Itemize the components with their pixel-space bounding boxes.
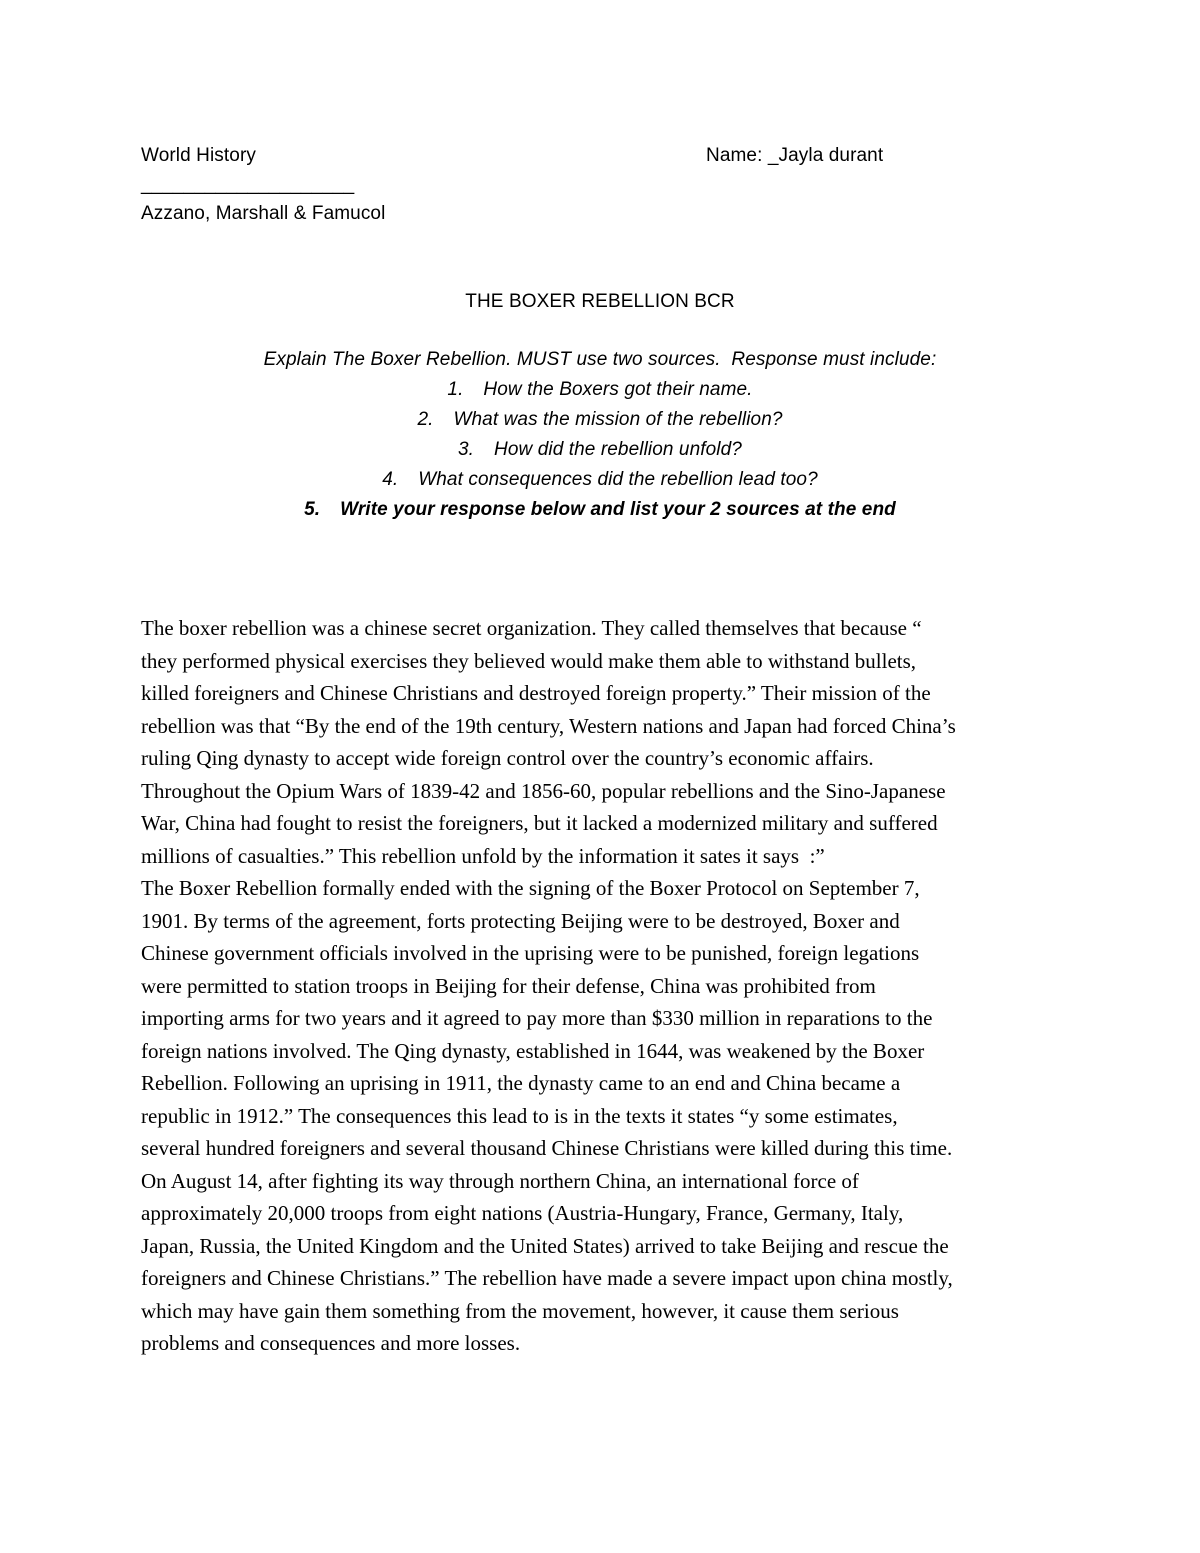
prompt-item [0,438,1200,468]
prompt-item-number: 3. [458,439,475,460]
response-line: were permitted to station troops in Beijing for their defense, China was prohibited from [141,973,876,998]
prompt-item [0,378,1200,408]
response-line: foreigners and Chinese Christians.” The rebellion have made a severe impact upon china mostly, [141,1266,953,1290]
response-line: foreign nations involved. The Qing dynasty, established in 1644, was weakened by the Boxer [141,1038,925,1063]
prompt-item-text: What consequences did the rebellion lead too? [418,469,818,490]
student-name-field: Name: _Jayla durant [706,145,884,166]
prompt-item-text: How did the rebellion unfold? [494,439,742,460]
name-underline: ____________________ [141,174,355,195]
prompt-item-text: Write your response below and list your 2 sources at the end [340,499,896,520]
prompt-item [0,468,1200,498]
assignment-title: THE BOXER REBELLION BCR [465,291,735,312]
response-line: On August 14, after fighting its way through northern China, an international force of [141,1168,859,1193]
prompt-item-emphasized [0,498,1200,528]
response-line: rebellion was that “By the end of the 19th century, Western nations and Japan had forced China’s [141,713,956,738]
response-line: approximately 20,000 troops from eight nations (Austria-Hungary, France, Germany, Italy, [141,1201,904,1225]
prompt-item-number: 1. [447,379,464,400]
prompt-item-number: 5. [304,499,321,520]
prompt-instructions [0,348,1200,528]
prompt-item-number: 2. [417,409,434,430]
response-line: War, China had fought to resist the foreigners, but it lacked a modernized military and suffered [141,811,938,835]
student-response [141,612,1061,1360]
response-line: republic in 1912.” The consequences this lead to is in the texts it states “y some estimates, [141,1103,898,1128]
response-line: killed foreigners and Chinese Christians and destroyed foreign property.” Their mission of the [141,681,931,705]
teacher-names: Azzano, Marshall & Famucol [141,203,386,224]
response-line: Chinese government officials involved in the uprising were to be punished, foreign legations [141,941,920,965]
response-line: ruling Qing dynasty to accept wide foreign control over the country’s economic affairs. [141,746,874,770]
response-line: problems and consequences and more losses. [141,1331,521,1355]
prompt-intro: Explain The Boxer Rebellion. MUST use two sources. Response must include: [263,349,937,370]
response-line: Throughout the Opium Wars of 1839-42 and 1856-60, popular rebellions and the Sino-Japanese [141,778,946,803]
response-line: The boxer rebellion was a chinese secret organization. They called themselves that because “ [141,616,922,640]
response-line: several hundred foreigners and several thousand Chinese Christians were killed during this time. [141,1136,953,1160]
response-line: The Boxer Rebellion formally ended with the signing of the Boxer Protocol on September 7, [141,876,920,900]
response-line: they performed physical exercises they believed would make them able to withstand bullets, [141,648,917,673]
prompt-item-text: What was the mission of the rebellion? [453,409,783,430]
response-line: Japan, Russia, the United Kingdom and the United States) arrived to take Beijing and rescue the [141,1233,949,1258]
prompt-item-text: How the Boxers got their name. [483,379,753,400]
response-line: importing arms for two years and it agreed to pay more than $330 million in reparations to the [141,1006,933,1030]
response-line: Rebellion. Following an uprising in 1911, the dynasty came to an end and China became a [141,1071,901,1095]
prompt-item [0,408,1200,438]
response-line: 1901. By terms of the agreement, forts protecting Beijing were to be destroyed, Boxer and [141,908,900,933]
response-line: which may have gain them something from the movement, however, it cause them serious [141,1298,899,1323]
course-name: World History [141,145,256,166]
prompt-item-number: 4. [382,469,399,490]
response-line: millions of casualties.” This rebellion unfold by the information it sates it says :” [141,843,825,868]
